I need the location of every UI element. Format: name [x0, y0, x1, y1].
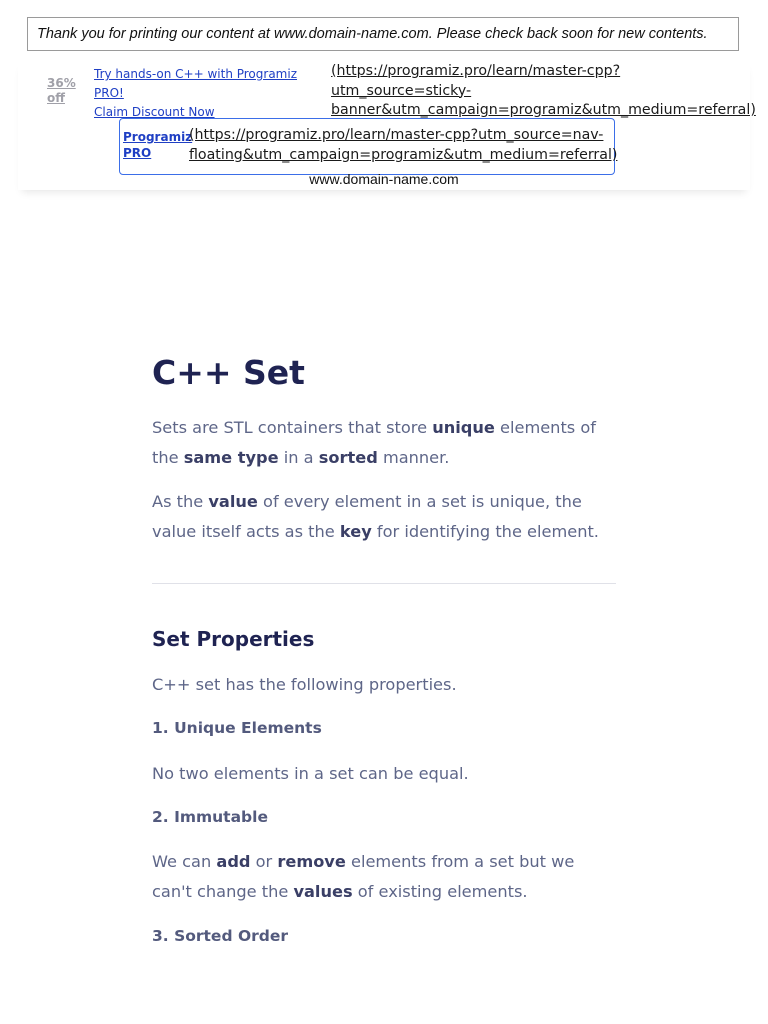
nav-url-line-2: floating&utm_campaign=programiz&utm_medium=referral) — [189, 147, 618, 163]
sticky-url-line-2: utm_source=sticky- — [331, 82, 472, 99]
property-2-title: 2. Immutable — [152, 808, 268, 826]
discount-percent: 36% — [47, 76, 76, 90]
nav-label-line-1: Programiz — [123, 130, 193, 144]
discount-badge[interactable] — [47, 76, 76, 106]
sticky-banner-url[interactable] — [331, 62, 761, 121]
promo-line-1: Try hands-on C++ with Programiz — [94, 67, 298, 81]
property-2-text: We can add or remove elements from a set but we can't change the values of existing elements. — [152, 852, 575, 901]
sticky-url-line-1: (https://programiz.pro/learn/master-cpp? — [331, 63, 621, 79]
property-3-title: 3. Sorted Order — [152, 927, 289, 945]
sticky-url-line-3: banner&utm_campaign=programiz&utm_medium=referral) — [331, 102, 756, 118]
programiz-pro-link[interactable] — [123, 129, 192, 161]
page-title: C++ Set — [152, 353, 305, 392]
print-notice: Thank you for printing our content at www.domain-name.com. Please check back soon for new contents. — [27, 17, 739, 51]
nav-label-line-2: PRO — [123, 146, 152, 160]
property-1-title: 1. Unique Elements — [152, 719, 322, 737]
promo-line-2: PRO! — [94, 86, 124, 100]
nav-floating-url[interactable] — [189, 125, 618, 165]
section-intro: C++ set has the following properties. — [152, 675, 457, 694]
claim-discount-link[interactable]: Claim Discount Now — [94, 105, 215, 119]
intro-paragraph-2: As the value of every element in a set is unique, the value itself acts as the key for identifying the element. — [152, 492, 599, 541]
domain-footer: www.domain-name.com — [309, 171, 459, 187]
intro-paragraph-1: Sets are STL containers that store unique elements of the same type in a sorted manner. — [152, 418, 596, 467]
promo-links — [94, 65, 297, 122]
promo-link[interactable] — [94, 65, 297, 103]
nav-floating-box[interactable] — [119, 118, 618, 175]
section-divider — [152, 583, 616, 584]
section-title: Set Properties — [152, 627, 315, 651]
property-1-text: No two elements in a set can be equal. — [152, 764, 469, 783]
discount-off: off — [47, 91, 65, 105]
nav-url-line-1: (https://programiz.pro/learn/master-cpp?utm_source=nav- — [189, 127, 604, 143]
